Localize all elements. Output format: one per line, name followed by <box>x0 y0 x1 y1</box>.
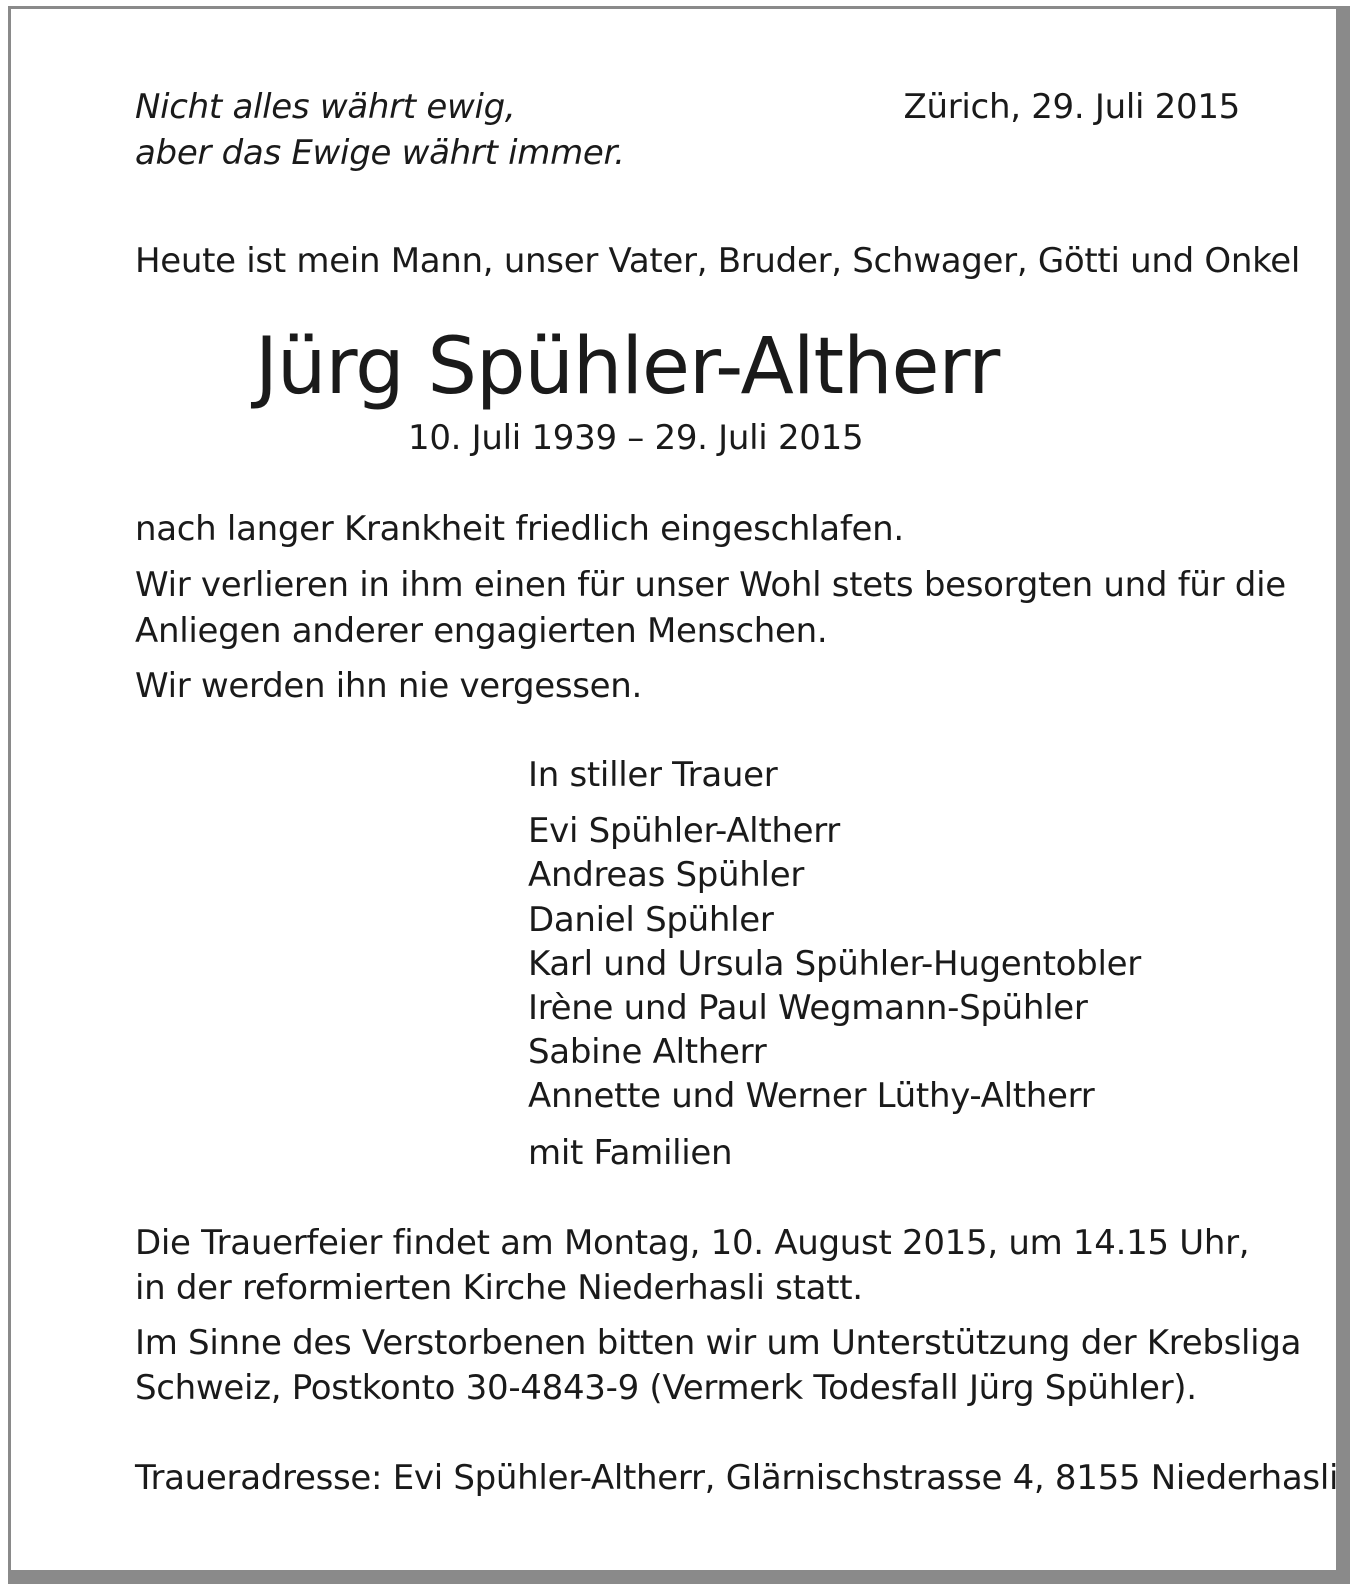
donation-line-1: Im Sinne des Verstorbenen bitten wir um Unterstützung der Krebsliga <box>135 1323 1302 1363</box>
mourning-address: Traueradresse: Evi Spühler-Altherr, Glärnischstrasse 4, 8155 Niederhasli <box>135 1458 1339 1498</box>
life-dates: 10. Juli 1939 – 29. Juli 2015 <box>408 418 864 458</box>
body-line-1: nach langer Krankheit friedlich eingeschlafen. <box>135 509 904 549</box>
body-line-3: Anliegen anderer engagierten Menschen. <box>135 611 828 651</box>
ceremony-line-1: Die Trauerfeier findet am Montag, 10. August 2015, um 14.15 Uhr, <box>135 1223 1250 1263</box>
mourners-closing: mit Familien <box>528 1133 733 1173</box>
intro-text: Heute ist mein Mann, unser Vater, Bruder, Schwager, Götti und Onkel <box>135 241 1301 281</box>
mourner-name: Andreas Spühler <box>528 855 805 895</box>
motto-line-2: aber das Ewige währt immer. <box>135 133 625 173</box>
body-line-4: Wir werden ihn nie vergessen. <box>135 666 643 706</box>
motto-line-1: Nicht alles währt ewig, <box>135 87 516 127</box>
mourner-name: Daniel Spühler <box>528 900 774 940</box>
ceremony-line-2: in der reformierten Kirche Niederhasli statt. <box>135 1268 863 1308</box>
mourners-heading: In stiller Trauer <box>528 755 778 795</box>
mourner-name: Irène und Paul Wegmann-Spühler <box>528 988 1088 1028</box>
deceased-name: Jürg Spühler-Altherr <box>255 322 1000 412</box>
mourner-name: Annette und Werner Lüthy-Altherr <box>528 1076 1095 1116</box>
mourner-name: Sabine Altherr <box>528 1032 767 1072</box>
mourner-name: Karl und Ursula Spühler-Hugentobler <box>528 944 1141 984</box>
donation-line-2: Schweiz, Postkonto 30-4843-9 (Vermerk Todesfall Jürg Spühler). <box>135 1368 1197 1408</box>
mourner-name: Evi Spühler-Altherr <box>528 811 840 851</box>
place-date: Zürich, 29. Juli 2015 <box>903 87 1240 127</box>
body-line-2: Wir verlieren in ihm einen für unser Wohl stets besorgten und für die <box>135 565 1286 605</box>
